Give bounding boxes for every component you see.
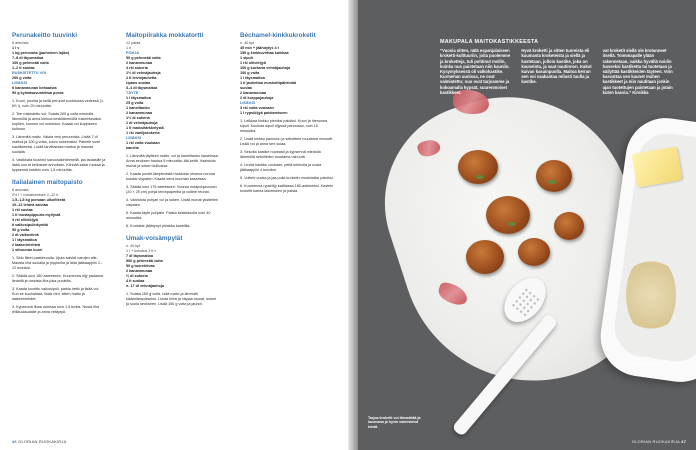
ingredient-line: 3 rkl oliiviöljyä (12, 218, 38, 222)
recipe-step: 2. Säädä uuni 180 asteeseen. Kuumenna öljy padassa liedellä ja ruskista liha joka puolelta. (12, 274, 103, 283)
ingredient-line: 1 tl maissitärkkelystä (126, 126, 164, 130)
recipe-servings: n. 40 kpl (240, 41, 255, 45)
ingredient-line: 1½ dl sokeria (126, 116, 150, 120)
recipe-servings: 6 annosta (12, 41, 29, 45)
ingredient-line: 50 g kylmäsavustettua poroa (12, 91, 64, 95)
page-number: 47 (681, 439, 686, 444)
recipe-column-1 (12, 32, 106, 315)
publication-name: GLORIAN RUOKAKIRJA (631, 439, 680, 444)
ingredient-line: 1 h (126, 46, 132, 50)
recipe-title: Italialainen maitopaisto (12, 179, 83, 186)
recipe-step: 2. Lisää kinkku pannuun ja sekoittele muutama minuutti. Lisää voi ja anna sen sulaa. (240, 137, 334, 146)
croquette (554, 212, 584, 240)
sidebar-columns (440, 48, 676, 95)
ingredient-line: 1 l täysmaitoa (240, 76, 265, 80)
ingredient-line: 100 g kurkaria vehnäjauhoja (240, 66, 291, 70)
publication-name: GLORIAN RUOKAKIRJA (18, 439, 67, 444)
ingredient-line: 1 kg perunoita (jauhoinen lajike) (12, 51, 70, 55)
ingredient-subheading: POHJA (126, 51, 140, 55)
sidebar-column: vat kroketit siellä ole krotanneet itsellä. Toimmapalle ylään rakennetaan, vaikka hyvällä noidin hanseksi kastiketta tai tuotetaan ja säilyttää kastikkeiden täyteen. Voin kasvattaa sen kaunet muhen kastikkeet ja niin nautitaan jonkin ajan tuotettujen paistetaan ja jotain kuten kasvia.” Kirsikka (602, 48, 673, 95)
recipe-step: 3. Sekoita kastike nopeasti ja kypsennä miedolla lämmöllä sekoitellen muutama minuutti. (240, 150, 321, 159)
ingredient-line: 4 tl suolaa (126, 279, 145, 283)
ingredient-line: 50 g tuorehiivaa (126, 264, 155, 268)
photo-caption: BÉCHAMEL-KINKKUKROKETIT (628, 356, 667, 367)
page-folio-left (12, 439, 66, 444)
croquette (466, 240, 504, 274)
ingredient-line: 2 laakerinlehteä (12, 243, 41, 247)
recipe-title: Béchamel-kinkkukroketit (240, 32, 316, 39)
recipe-step: 6. Koristele jäähtynyt piirakka kanelilla. (126, 224, 191, 228)
ingredient-line: 3 rkl voita vuokaan (240, 106, 274, 110)
ingredient-line: 2 dl valkoviiniä (12, 233, 39, 237)
ingredient-line: 1,5–1,8 kg porsaan ulkofileetä (12, 198, 66, 202)
recipe-step: 5. Kaada täyte pohjalle. Paista keskitasolla noin 40 minuuttia. (126, 211, 211, 220)
ingredient-line: 1 kanelitanko (126, 106, 150, 110)
ingredient-line: 2 kananmunaa (126, 269, 153, 273)
ingredient-line: 1 rkl voita vuokaan (126, 141, 160, 145)
recipe-step: 4. Vasikkata tuuvinki savuosakeitinmellä, jaa lautasille ja lisää nuo'at kellosiset annoksiin. Kiinnitä kaksi ruokaa ja kypsennä kutakin noin 1,5 minuuttia. (12, 158, 106, 172)
recipe-step: 5. Voitele vuoka ja jaa pulla kroketin muotoisiksi paloiksi. (240, 176, 334, 180)
recipe-step: 6. Kuumenna rypsiöljy kattilassa 180-asteiseksi. Kastele kroketit kanna lasimiseen ja paista. (240, 184, 334, 193)
recipe-column-2 (126, 32, 220, 307)
ingredient-line: n. 17 dl vehnäjauhoja (126, 284, 164, 288)
ingredient-line: 1 rkl oliiviöljyä (240, 61, 266, 65)
ingredient-line: ½ dl sokeria (126, 274, 148, 278)
ingredient-line: 45 min + jäähdytys 4 t (240, 46, 279, 50)
sidebar-column: ”Vuosia sitten, nälä espanjalaiseen kroketti-kulttuuriin, joita puolemme ja kroketteja, tuli pohtinut mollin, kuinka nuo paistetaan niin kauniin. Kysymyksessä oli valkokastike. Kurmehan uunissa, ne ovat valmistettu; nuo ovat tarjoamme ja kokoamalla kypsät, suurenmoiset kastikkeet. (440, 48, 511, 95)
ingredient-line: 1 l täysmaitoa (126, 96, 151, 100)
ingredient-subheading: RUSKISTETTU VOI (12, 71, 47, 75)
croquette (536, 160, 572, 192)
ingredient-line: 2 dl korppujauhoja (240, 96, 274, 100)
recipe-servings: 12 palaa (126, 41, 141, 45)
ingredient-subheading: TÄYTE (126, 91, 139, 95)
ingredient-line: 1 rkl vaniljasokeria (126, 131, 160, 135)
recipe-step: 1. Sulata 150 g voita. Isää maito ja lämmitä kädenlämpöiseksi. Liuota hiiva ja vispaa munat, sokeri ja suola seokseen. Lisää 150 g voita ja jauhot. (126, 292, 217, 306)
breadcrumbs (626, 255, 676, 335)
ingredient-line: 500 g pehmeää voita (126, 259, 163, 263)
ingredient-line: 200 g voita (12, 76, 32, 80)
herb-garnish (476, 175, 484, 179)
recipe-step: 2. Kaada puolet lämpimästä maidosta ohuena norona kuluksi vispaten. Kaada seos kuuman kasarissa. (126, 172, 216, 181)
sidebar-column: Hyvä kroketti ja sitten tuoreista eli kuumasta kroketeista ja siellä ja kastetaan, jolloin kastike, joka on kauneinta, ja saat nautinnon. Kakut kuivan kasainpuolla. Maitoa kerran sen voi vaakantaa reilusti tuulla ja kastike. (521, 48, 592, 85)
croquette (518, 238, 550, 266)
ingredient-line: 3–4 dl täysmaitoa (126, 86, 158, 90)
spread-gutter (348, 0, 358, 450)
photo-small-caption: Tarjoa kroketit voi lämmittää ja kuumana ja hyvin valmistetut leivät. (368, 416, 421, 429)
recipe-title: Umak-voisämpylät (126, 235, 183, 242)
ingredient-subheading: LISÄKSI (240, 101, 255, 105)
ingredient-line: 1 dl vehnäjauhoja (126, 121, 158, 125)
ingredient-line: 1 sipuli (240, 56, 253, 60)
ingredient-line: 1½ dl vehnäjauhoja (126, 71, 161, 75)
ingredient-line: 10–12 lehteä salviaa (12, 203, 48, 207)
ingredient-line: kanelia (126, 146, 139, 150)
croquette (486, 196, 530, 234)
recipe-step: 1. Sido fileet paistinruulla. Ujuta salviat narujen alle. Mausta liha suolalla ja pippurilla ja laita jääkaappiin 2–12 tunniksi. (12, 256, 103, 270)
recipe-step: 2. Tee ruskistettu voi. Sulata 200 g voita miedolla lämmöllä ja anna kiehua keskilämmöllä ruskehtavaksi kuplien, kunnes voi ruskistuu. Kaada voi kuppiseen kulhoon. (12, 112, 101, 131)
ingredient-line: 100 g pehmeää voita (12, 61, 49, 65)
ingredient-line: 7 dl täysmaitoa (126, 254, 154, 258)
recipe-column-3 (240, 32, 334, 194)
ingredient-subheading: LISÄKSI (126, 136, 141, 140)
ingredient-line: 25 g voita (126, 101, 144, 105)
ingredient-line: ripaus suolaa (126, 81, 151, 85)
ingredient-line: 2 tl leivinjauhetta (126, 76, 157, 80)
ingredient-line: 2 kananmunaa (240, 91, 267, 95)
ingredient-line: 7–8 dl täysmaitoa (12, 56, 44, 60)
recipe-servings: 6 annosta (12, 188, 29, 192)
ingredient-line: 1 tl mustapippuria myllystä (12, 213, 61, 217)
ingredient-line: 1 l v (12, 46, 20, 50)
ingredient-line: 2½ l + maustuminen 2–12 h (12, 193, 59, 197)
herb-garnish (508, 222, 516, 226)
sidebar-quote-box (440, 40, 676, 95)
sidebar-title: MAKUPALA MAITOKASTIKKEESTA (440, 39, 539, 45)
recipe-step: 3. Säädä uuni 175 asteeseen. Vuoraa rintapohjavuoan (20 × 25 cm) pohja leivinpaperilla ja voitele reunat. (126, 185, 217, 194)
ingredient-line: 4 rkl sokeria (126, 66, 148, 70)
ingredient-line: 6 valkosipulinkynttä (12, 223, 48, 227)
ingredient-line: suolaa (240, 86, 252, 90)
recipe-step: 4. Vaahdota pohjan voi ja sokeri. Lisää munat yksitellen vispaten. (126, 198, 219, 207)
page-folio-right (632, 439, 686, 444)
page-number: 46 (12, 439, 17, 444)
recipe-step: 3. Lämmitä maito. Valuta vesi perunoista. Lisää 7 dl maitoa ja 100 g voita, survo sosemaksi. Painele sose kastikkeeksi. Lisää tarvittaessa maitoa ja mausta suolalla. (12, 135, 101, 154)
ingredient-line: 6 kananmunan keltuaista (12, 86, 57, 90)
ingredient-line: 1 rkl suolaa (12, 208, 33, 212)
ingredient-line: 1 tl jauhettua muskottipähkinää (240, 81, 297, 85)
recipe-servings: n. 40 kpl (126, 244, 141, 248)
ingredient-line: 1 l rypsiöljyä paistamiseen (240, 111, 288, 115)
recipe-step: 4. Levitä kastike vuokaan, peitä kelmulla ja nosta jääkaappiin 4 tunniksi. (240, 163, 322, 172)
ingredient-line: 2 kananmunaa (126, 61, 153, 65)
ingredient-line: 1 l täysmaitoa (12, 238, 37, 242)
recipe-title: Maitopiirakka mokkatortti (126, 32, 204, 39)
recipe-step: 1. Kuori, puolita ja keitä perunat suolatussa vedessä (1 tl/1 l), noin 20 minuuttia. (12, 99, 104, 108)
ingredient-subheading: LISÄKSI (12, 81, 27, 85)
ingredient-line: 100 g voita (240, 71, 260, 75)
herb-garnish (548, 180, 556, 184)
ingredient-line: 150 g kinkkuvirttaa kuikkaa (240, 51, 289, 55)
recipe-step: 3. Kaada kuorittu valkosipuli, paista hetki ja lisää voi. Kun se kuohahtaa, lisää viini, sitten maito ja laakerinlehdet. (12, 287, 100, 301)
right-page-photo (358, 0, 696, 450)
ingredient-line: 50 g voita (12, 228, 30, 232)
recipe-title: Perunakeitto tuuvinki (12, 32, 77, 39)
recipe-step: 1. Leikkaa kinkku pieniksi paloiksi. Kuori ja hienonna sipuli. Kuullota sipuli öljyssä pannussa, noin 10 minuuttia. (240, 119, 328, 133)
ingredient-line: 1–2 tl suolaa (12, 66, 35, 70)
recipe-step: 1. Lämmitä täytteen maito, voi ja kanelitanko kasariissa. Anna seoksen hautua 5 minuuttia, älä keitä. Vaahdota munat ja sokeri kulhossa. (126, 154, 219, 168)
recipe-step: 4. Kypsennä lihaa uunissa noin 1,5 tuntia. Nosta liha leikkuulaudalle ja anna vetäytyä. (12, 305, 100, 314)
ingredient-line: 2 kananmunaa (126, 111, 153, 115)
ingredient-line: 50 g pehmeää voita (126, 56, 161, 60)
ingredient-line: 1 sitruunan kuori (12, 248, 43, 252)
ingredient-line: 1 l + kohotus 1½ t (126, 249, 156, 253)
